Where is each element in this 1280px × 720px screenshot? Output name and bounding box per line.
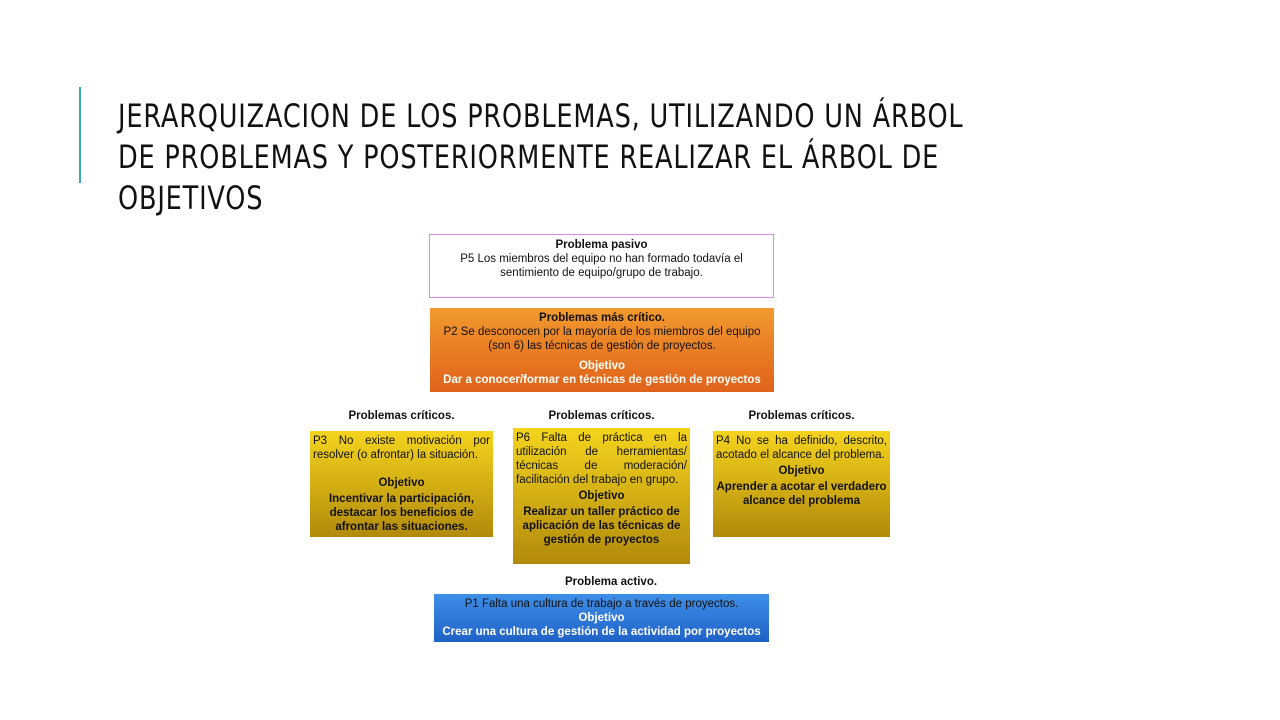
critical-main-text: P2 Se desconocen por la mayoría de los miembros del equipo (son 6) las técnicas de gestión de proyectos. xyxy=(443,326,761,352)
critical-objective-p6: Realizar un taller práctico de aplicación de las técnicas de gestión de proyectos xyxy=(522,506,681,546)
critical-objective-label-p6: Objetivo xyxy=(578,490,625,502)
critical-objective-label-p4: Objetivo xyxy=(778,465,825,477)
passive-problem-box xyxy=(429,234,774,298)
critical-text-p4: P4 No se ha definido, descrito, acotado el alcance del problema. xyxy=(716,435,887,461)
passive-problem-heading: Problema pasivo xyxy=(555,239,648,251)
critical-objective-label-p3: Objetivo xyxy=(378,477,425,489)
critical-main-objective-label: Objetivo xyxy=(578,360,625,372)
critical-box-p6 xyxy=(513,428,690,564)
critical-objective-p3: Incentivar la participación, destacar los beneficios de afrontar las situaciones. xyxy=(328,493,475,533)
title-accent-bar xyxy=(79,87,81,183)
critical-main-box xyxy=(430,308,774,392)
active-problem-label: Problema activo. xyxy=(565,576,658,588)
critical-main-heading: Problemas más crítico. xyxy=(539,312,665,324)
active-problem-box xyxy=(434,594,769,642)
active-objective: Crear una cultura de gestión de la actividad por proyectos xyxy=(442,626,761,638)
critical-objective-p4: Aprender a acotar el verdadero alcance del problema xyxy=(716,481,887,507)
critical-label-p4: Problemas críticos. xyxy=(748,410,855,422)
active-objective-label: Objetivo xyxy=(578,612,625,624)
passive-problem-text: P5 Los miembros del equipo no han formado todavía el sentimiento de equipo/grupo de trabajo. xyxy=(460,253,743,279)
critical-main-objective: Dar a conocer/formar en técnicas de gestión de proyectos xyxy=(443,374,761,386)
critical-box-p4 xyxy=(713,431,890,537)
critical-label-p3: Problemas críticos. xyxy=(348,410,455,422)
critical-label-p6: Problemas críticos. xyxy=(548,410,655,422)
critical-text-p6: P6 Falta de práctica en la utilización de herramientas/ técnicas de moderación/ facilitación del trabajo en grupo. xyxy=(516,432,687,486)
critical-text-p3: P3 No existe motivación por resolver (o afrontar) la situación. xyxy=(313,435,490,461)
active-problem-text: P1 Falta una cultura de trabajo a través de proyectos. xyxy=(464,598,739,610)
critical-box-p3 xyxy=(310,431,493,537)
slide-title: JERARQUIZACION DE LOS PROBLEMAS, UTILIZANDO UN ÁRBOL DE PROBLEMAS Y POSTERIORMENTE REALIZAR EL ÁRBOL DE OBJETIVOS xyxy=(118,97,964,217)
